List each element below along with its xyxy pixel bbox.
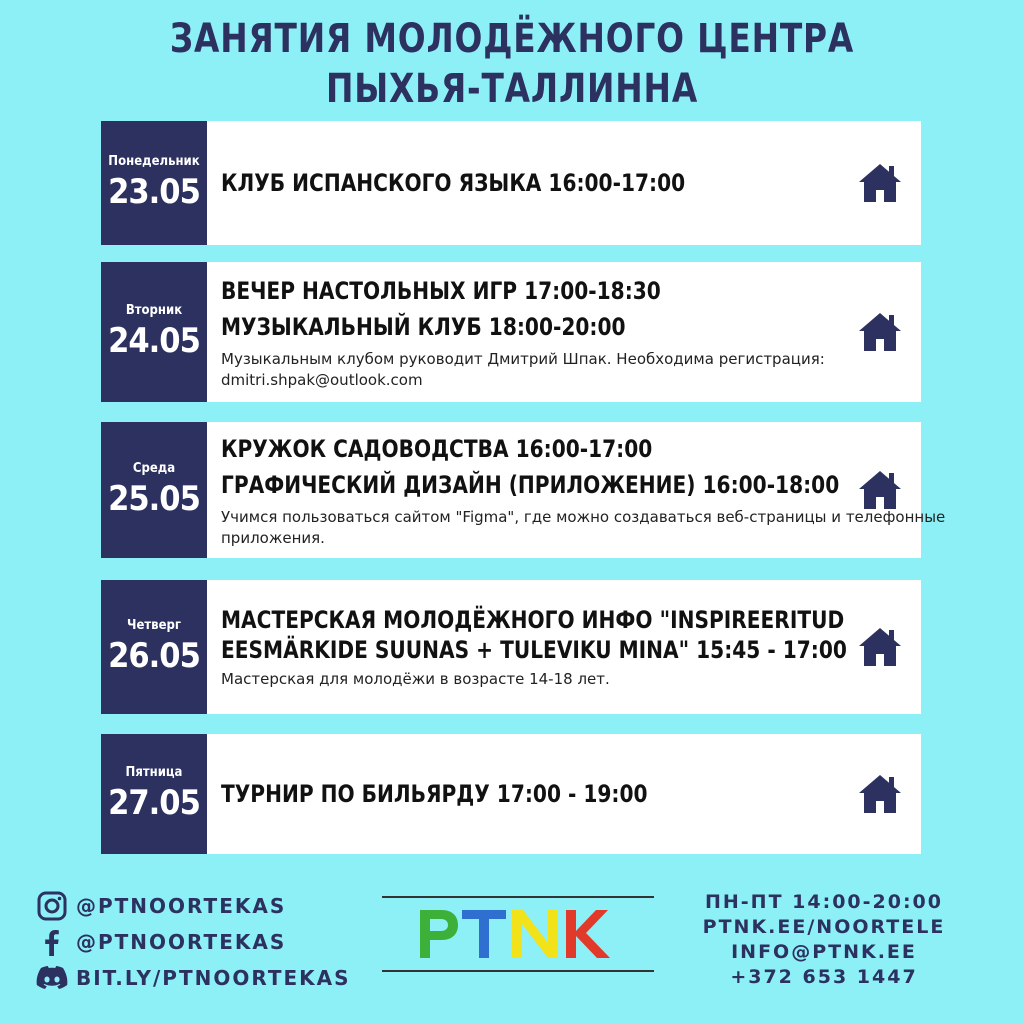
website-link[interactable]: PTNK.EE/NOORTELE: [702, 916, 946, 938]
instagram-icon: [36, 890, 68, 922]
home-icon: [857, 310, 903, 354]
home-icon: [857, 772, 903, 816]
ptnk-logo-graphic: [382, 898, 654, 970]
schedule-row-friday: [101, 734, 921, 854]
facebook-link[interactable]: [36, 924, 351, 960]
day-box: [101, 422, 207, 558]
event-content: [207, 262, 921, 402]
phone-number[interactable]: +372 653 1447: [730, 966, 918, 988]
title-line-1: ЗАНЯТИЯ МОЛОДЁЖНОГО ЦЕНТРА: [169, 16, 855, 62]
event-note: Учимся пользоваться сайтом "Figma", где можно создаваться веб-страницы и телефонные приложения.: [221, 508, 946, 547]
discord-link-text: BIT.LY/PTNOORTEKAS: [76, 966, 351, 990]
contact-info: [690, 890, 958, 990]
event-title: МУЗЫКАЛЬНЫЙ КЛУБ 18:00-20:00: [221, 313, 626, 341]
facebook-icon: [36, 926, 68, 958]
event-note: Мастерская для молодёжи в возрасте 14-18 лет.: [221, 669, 610, 688]
event-title: EESMÄRKIDE SUUNAS + TULEVIKU MINA" 15:45 - 17:00: [221, 635, 847, 664]
discord-link[interactable]: [36, 960, 351, 996]
ptnk-logo: [382, 896, 654, 972]
day-date: 23.05: [108, 172, 200, 212]
event-title: ВЕЧЕР НАСТОЛЬНЫХ ИГР 17:00-18:30: [221, 277, 661, 305]
instagram-handle: @PTNOORTEKAS: [76, 894, 287, 918]
event-content: [207, 121, 921, 245]
event-content: [207, 734, 921, 854]
day-date: 27.05: [108, 783, 200, 823]
day-date: 26.05: [108, 636, 200, 676]
social-links: [36, 888, 351, 996]
event-note: Музыкальным клубом руководит Дмитрий Шпак. Необходима регистрация: dmitri.shpak@outlook.com: [221, 350, 825, 389]
home-icon: [857, 625, 903, 669]
schedule-row-wednesday: [101, 422, 946, 558]
day-box: [101, 580, 207, 714]
day-box: [101, 121, 207, 245]
day-name: Понедельник: [108, 154, 200, 169]
email-link[interactable]: INFO@PTNK.EE: [731, 941, 917, 963]
event-title: МАСТЕРСКАЯ МОЛОДЁЖНОГО ИНФО "INSPIREERITUD: [221, 605, 845, 634]
facebook-handle: @PTNOORTEKAS: [76, 930, 287, 954]
title-line-2: ПЫХЬЯ-ТАЛЛИННА: [325, 66, 699, 112]
event-title: КРУЖОК САДОВОДСТВА 16:00-17:00: [221, 435, 653, 463]
schedule-row-tuesday: [101, 262, 921, 402]
day-box: [101, 734, 207, 854]
day-name: Четверг: [127, 618, 181, 633]
discord-icon: [36, 962, 68, 994]
day-date: 24.05: [108, 321, 200, 361]
home-icon: [857, 468, 903, 512]
day-date: 25.05: [108, 479, 200, 519]
schedule-row-monday: [101, 121, 921, 245]
day-name: Среда: [132, 461, 176, 476]
opening-hours: ПН-ПТ 14:00-20:00: [704, 891, 943, 913]
day-name: Пятница: [125, 765, 183, 780]
event-title: КЛУБ ИСПАНСКОГО ЯЗЫКА 16:00-17:00: [221, 169, 686, 197]
instagram-link[interactable]: [36, 888, 351, 924]
day-name: Вторник: [125, 303, 183, 318]
home-icon: [857, 161, 903, 205]
event-title: ТУРНИР ПО БИЛЬЯРДУ 17:00 - 19:00: [221, 780, 648, 808]
schedule-row-thursday: [101, 580, 921, 714]
day-box: [101, 262, 207, 402]
page-title: [92, 14, 932, 114]
event-title: ГРАФИЧЕСКИЙ ДИЗАЙН (ПРИЛОЖЕНИЕ) 16:00-18:00: [221, 471, 840, 499]
